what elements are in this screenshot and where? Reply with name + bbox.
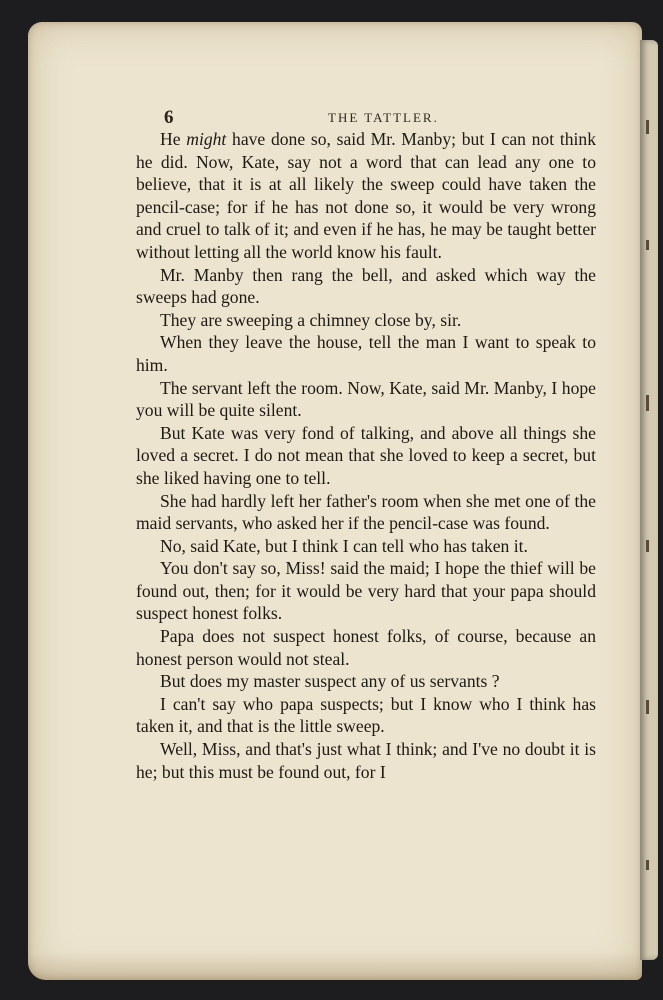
paragraph: Mr. Manby then rang the bell, and asked which way the sweeps had gone. xyxy=(136,264,596,308)
paragraph: I can't say who papa suspects; but I know who I think has taken it, and that is the little sweep. xyxy=(136,693,596,737)
paragraph: Papa does not suspect honest folks, of course, because an honest person would not steal. xyxy=(136,626,596,669)
paragraph: The servant left the room. Now, Kate, said Mr. Manby, I hope you will be quite silent. xyxy=(136,377,596,421)
paragraph: They are sweeping a chimney close by, sir. xyxy=(160,309,462,330)
paragraph: Well, Miss, and that's just what I think; and I've no doubt it is he; but this must be found out, for I xyxy=(136,739,596,782)
book-spine-edge xyxy=(640,40,658,960)
binding-stitch xyxy=(646,395,649,411)
paragraph: You don't say so, Miss! said the maid; I hope the thief will be found out, then; for it would be very hard that your papa should suspect honest folks. xyxy=(136,558,596,624)
paragraph: When they leave the house, tell the man I want to speak to him. xyxy=(136,332,596,375)
page-header xyxy=(164,107,624,129)
body-text xyxy=(136,128,596,783)
running-title: THE TATTLER. xyxy=(328,110,439,125)
binding-stitch xyxy=(646,540,649,552)
emphasis: might xyxy=(186,129,227,149)
paragraph: No, said Kate, but I think I can tell who has taken it. xyxy=(160,535,528,556)
binding-stitch xyxy=(646,240,649,250)
binding-stitch xyxy=(646,860,649,870)
page-number: 6 xyxy=(164,107,174,128)
binding-stitch xyxy=(646,120,649,134)
paragraph: But does my master suspect any of us servants ? xyxy=(160,671,500,692)
binding-stitch xyxy=(646,700,649,714)
paragraph: She had hardly left her father's room when she met one of the maid servants, who asked her if the pencil-case was found. xyxy=(136,490,596,534)
paragraph: But Kate was very fond of talking, and above all things she loved a secret. I do not mean that she loved to keep a secret, but she liked having one to tell. xyxy=(136,422,596,488)
paragraph: He might have done so, said Mr. Manby; but I can not think he did. Now, Kate, say not a word that can lead any one to believe, that it is at all likely the sweep could have taken the pencil-case; for if he has not done so, it would be very wrong and cruel to talk of it; and even if he has, he may be taught better without letting all the world know his fault. xyxy=(136,129,596,262)
